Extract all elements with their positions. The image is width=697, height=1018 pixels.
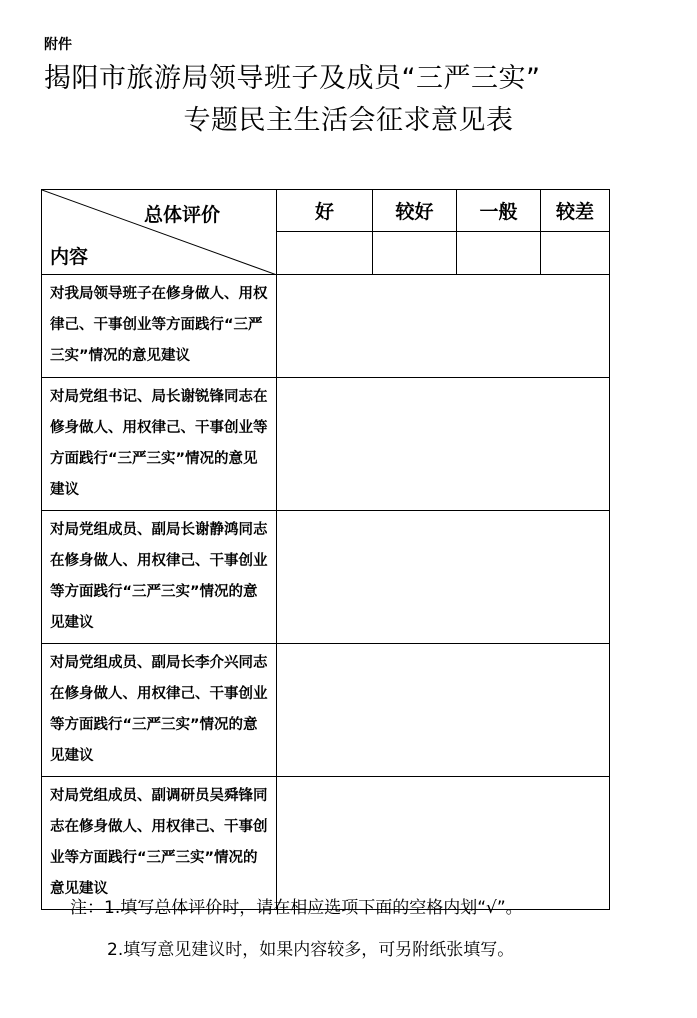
opinion-field-secretary[interactable] <box>277 378 610 511</box>
row-content-team: 对我局领导班子在修身做人、用权律己、干事创业等方面践行“三严三实”情况的意见建议 <box>42 275 277 378</box>
attachment-label: 附件 <box>44 37 72 53</box>
rating-checkbox-average[interactable] <box>457 232 541 275</box>
page-title-line2: 专题民主生活会征求意见表 <box>183 105 514 136</box>
diagonal-header-cell <box>42 190 277 275</box>
rating-checkbox-poor[interactable] <box>541 232 610 275</box>
opinion-field-deputy-1[interactable] <box>277 511 610 644</box>
opinion-field-researcher[interactable] <box>277 777 610 910</box>
row-content-deputy-2: 对局党组成员、副局长李介兴同志在修身做人、用权律己、干事创业等方面践行“三严三实”情况的意见建议 <box>42 644 277 777</box>
opinion-form-table <box>41 189 610 910</box>
row-content-secretary: 对局党组书记、局长谢锐锋同志在修身做人、用权律己、干事创业等方面践行“三严三实”情况的意见建议 <box>42 378 277 511</box>
page-title-line1: 揭阳市旅游局领导班子及成员“三严三实” <box>44 63 541 94</box>
rating-header-good: 好 <box>277 190 373 232</box>
content-header: 内容 <box>50 246 89 268</box>
opinion-field-deputy-2[interactable] <box>277 644 610 777</box>
rating-header-fairly-good: 较好 <box>373 190 457 232</box>
note-1: 注：1.填写总体评价时，请在相应选项下面的空格内划“√”。 <box>70 898 523 918</box>
opinion-field-team[interactable] <box>277 275 610 378</box>
overall-rating-header: 总体评价 <box>144 204 221 226</box>
rating-header-poor: 较差 <box>541 190 610 232</box>
row-content-deputy-1: 对局党组成员、副局长谢静鸿同志在修身做人、用权律己、干事创业等方面践行“三严三实”情况的意见建议 <box>42 511 277 644</box>
rating-checkbox-fairly-good[interactable] <box>373 232 457 275</box>
rating-checkbox-good[interactable] <box>277 232 373 275</box>
row-content-researcher: 对局党组成员、副调研员吴舜锋同志在修身做人、用权律己、干事创业等方面践行“三严三实”情况的意见建议 <box>42 777 277 910</box>
rating-header-average: 一般 <box>457 190 541 232</box>
note-2: 2.填写意见建议时，如果内容较多，可另附纸张填写。 <box>107 940 515 960</box>
